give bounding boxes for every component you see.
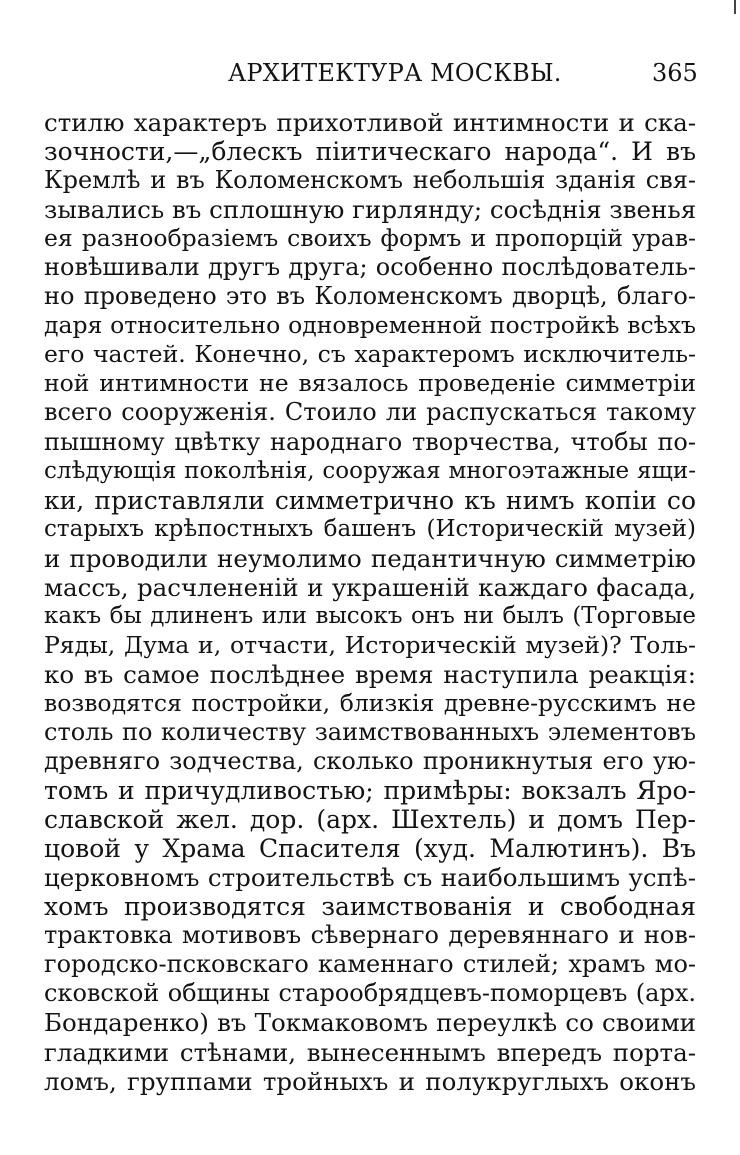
text-line: трактовка мотивовъ сѣвернаго деревяннаго и нов- bbox=[44, 921, 696, 950]
text-line: городско-псковскаго каменнаго стилей; храмъ мо- bbox=[44, 950, 696, 979]
text-line: какъ бы длиненъ или высокъ онъ ни былъ (Торговые bbox=[44, 602, 696, 629]
text-line: цовой у Храма Спасителя (худ. Малютинъ). Въ bbox=[44, 834, 696, 864]
text-line: пышному цвѣтку народнаго творчества, чтобы по- bbox=[44, 427, 696, 456]
text-line: сковской общины старообрядцевъ-поморцевъ (арх. bbox=[44, 979, 696, 1008]
text-line: даря относительно одновременной постройкѣ всѣхъ bbox=[44, 311, 696, 340]
text-line: древняго зодчества, сколько проникнутыя его ую- bbox=[44, 747, 696, 776]
text-line: и проводили неумолимо педантичную симметрію bbox=[44, 543, 696, 573]
text-line: хомъ производятся заимствованія и свободная bbox=[44, 892, 696, 922]
text-line: стилю характеръ прихотливой интимности и ска- bbox=[44, 108, 696, 137]
text-line: Ряды, Дума и, отчасти, Историческій музей)? Толь- bbox=[44, 630, 696, 659]
body-text bbox=[44, 108, 696, 1096]
text-line: славской жел. дор. (арх. Шехтель) и домъ Пер- bbox=[44, 805, 696, 835]
text-line: новѣшивали другъ друга; особенно послѣдователь- bbox=[44, 253, 696, 282]
edge-mark bbox=[734, 0, 736, 14]
text-line: гладкими стѣнами, вынесеннымъ впередъ порта- bbox=[44, 1037, 696, 1067]
text-line: церковномъ строительствѣ съ наибольшимъ успѣ- bbox=[44, 863, 696, 893]
text-line: всего сооруженія. Стоило ли распускаться такому bbox=[44, 398, 696, 427]
page-header bbox=[0, 56, 740, 90]
text-line: ной интимности не вязалось проведеніе симметріи bbox=[44, 369, 696, 398]
text-line: зывались въ сплошную гирлянду; сосѣднія звенья bbox=[44, 195, 696, 225]
running-title: АРХИТЕКТУРА МОСКВЫ. bbox=[228, 59, 562, 87]
text-line: старыхъ крѣпостныхъ башенъ (Историческій музей) bbox=[44, 515, 696, 542]
text-line: слѣдующія поколѣнія, сооружая многоэтажные ящи- bbox=[44, 457, 696, 484]
text-line: зочности,—„блескъ піитическаго народа“. И въ bbox=[44, 137, 696, 167]
text-line: ея разнообразіемъ своихъ формъ и пропорцій урав- bbox=[44, 224, 696, 253]
text-line: ломъ, группами тройныхъ и полукруглыхъ оконъ bbox=[44, 1066, 696, 1096]
text-line: его частей. Конечно, съ характеромъ исключитель- bbox=[44, 340, 696, 369]
text-line: столь по количеству заимствованныхъ элементовъ bbox=[44, 717, 696, 746]
text-line: Бондаренко) въ Токмаковомъ переулкѣ со своими bbox=[44, 1008, 696, 1038]
text-line: томъ и причудливостью; примѣры: вокзалъ Яро- bbox=[44, 776, 696, 806]
page-number: 365 bbox=[652, 59, 698, 87]
text-line: массъ, расчлененій и украшеній каждаго фасада, bbox=[44, 572, 696, 602]
text-line: но проведено это въ Коломенскомъ дворцѣ, благо- bbox=[44, 282, 696, 311]
text-line: ко въ самое послѣднее время наступила реакція: bbox=[44, 659, 696, 689]
text-line: возводятся постройки, близкія древне-русскимъ не bbox=[44, 688, 696, 717]
text-line: ки, приставляли симметрично къ нимъ копіи со bbox=[44, 485, 696, 515]
text-line: Кремлѣ и въ Коломенскомъ небольшія зданія свя- bbox=[44, 166, 696, 195]
